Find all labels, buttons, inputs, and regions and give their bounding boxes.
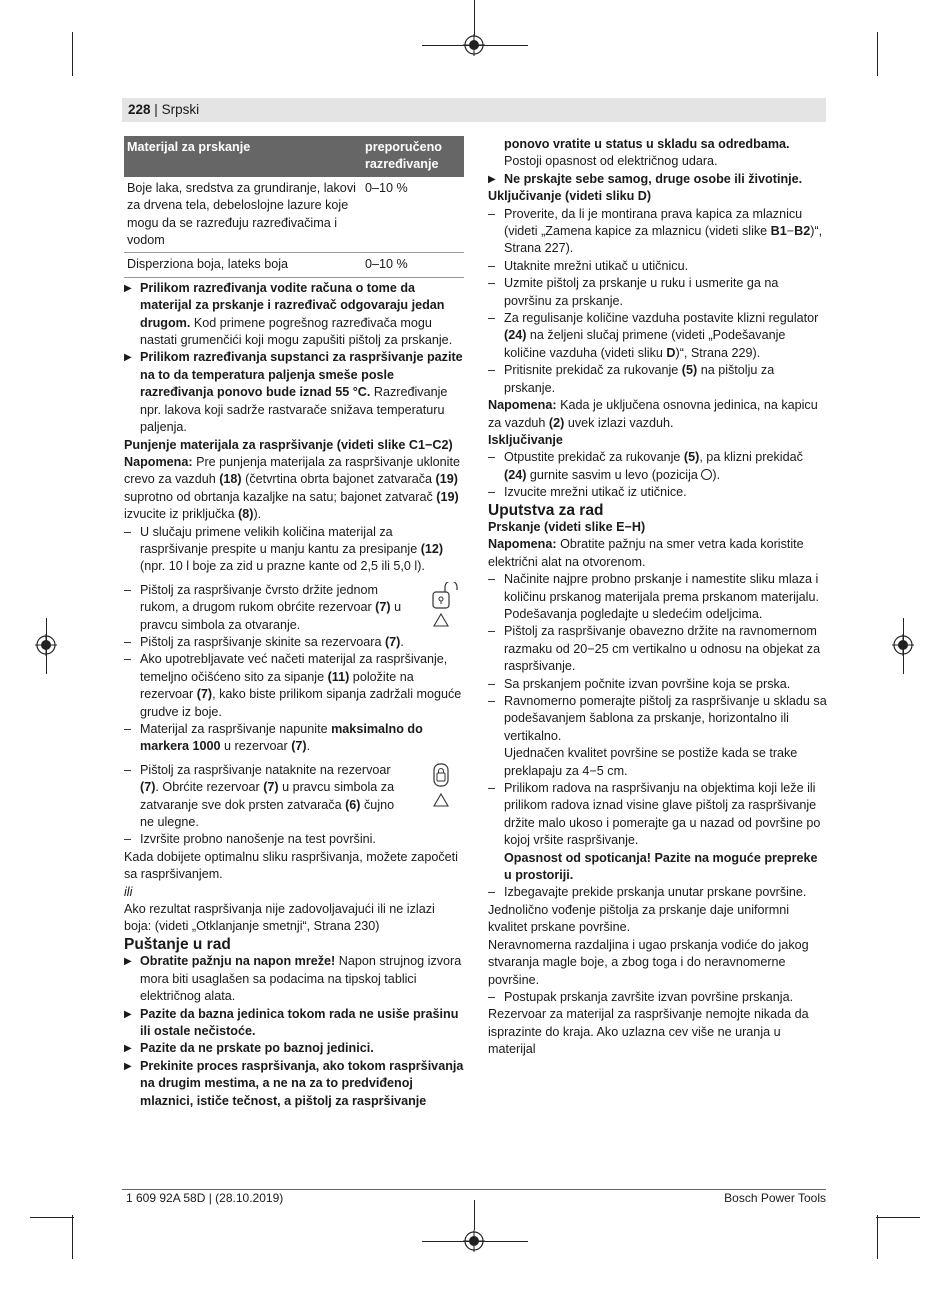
crop-mark [877, 1215, 878, 1259]
paragraph: Kada dobijete optimalnu sliku raspršivanja, možete započeti sa raspršivanjem. [124, 849, 458, 882]
header-language: Srpski [161, 102, 200, 117]
list-item: – Postupak prskanja završite izvan površine prskanja. [488, 989, 828, 1006]
section-heading-switch-off: Isključivanje [488, 432, 563, 447]
note-paragraph: Napomena: Pre punjenja materijala za raspršivanje uklonite crevo za vazduh (18) (četvrtina obrta bajonet zatvarača (19) suprotno od obrtanja kazaljke na satu; bajonet zatvarač (19) izvucite iz priključka (8)). [124, 454, 460, 522]
left-column [124, 136, 464, 1110]
list-item: – Otpustite prekidač za rukovanje (5), pa klizni prekidač (24) gurnite sasvim u levo (pozicija ). [488, 449, 828, 484]
crop-mark [474, 1200, 475, 1230]
list-item: – Pištolj za raspršivanje čvrsto držite jednom rukom, a drugom rukom obrćite rezervoar (7) u pravcu simbola za otvaranje. [124, 582, 464, 634]
page-number: 228 [128, 102, 151, 117]
page-header [128, 102, 199, 117]
section-heading-start: Puštanje u rad [124, 935, 231, 953]
crop-mark [72, 1215, 73, 1259]
warning-item: ▶ Ne prskajte sebe samog, druge osobe ili životinje. [488, 171, 828, 188]
warning-item: ▶ Prekinite proces raspršivanja, ako tokom raspršivanja na drugim mestima, a ne na za to predviđenoj mlaznici, ističe tečnost, a pištolj za raspršivanje [124, 1058, 464, 1110]
crop-mark [474, 0, 475, 36]
paragraph-or: ili [124, 884, 133, 899]
list-item: – Proverite, da li je montirana prava kapica za mlaznicu (videti „Zamena kapice za mlaznicu (videti slike B1−B2)“, Strana 227). [488, 206, 828, 258]
table-header-material: Materijal za prskanje [124, 136, 362, 177]
footer-doc-number: 1 609 92A 58D | (28.10.2019) [126, 1191, 284, 1205]
section-heading-spraying: Prskanje (videti slike E−H) [488, 519, 646, 534]
position-circle-icon [701, 469, 712, 480]
list-item: – Uzmite pištolj za prskanje u ruku i usmerite ga na površinu za prskanje. [488, 275, 828, 310]
table-cell-material: Boje laka, sredstva za grundiranje, lakovi za drvena tela, debeloslojne lazure koje mogu da se razređuju razređivačima i vodom [124, 177, 362, 253]
list-item: – U slučaju primene velikih količina materijal za raspršivanje prespite u manju kantu za presipanje (12) (npr. 10 l boje za zid u prazne kante od 2,5 ili 5,0 l). [124, 524, 464, 576]
thinning-table [124, 136, 464, 278]
paragraph: Rezervoar za materijal za raspršivanje nemojte nikada da isprazinte do kraja. Ako uzlazna cev više ne uranja u materijal [488, 1007, 809, 1057]
paragraph: Ako rezultat raspršivanja nije zadovoljavajući ili ne izlazi boja: (videti „Otklanjanje smetnji“, Strana 230) [124, 902, 435, 934]
crop-mark [72, 32, 73, 76]
list-item: – Utaknite mrežni utikač u utičnicu. [488, 258, 828, 275]
list-item: – Ako upotrebljavate već načeti materijal za raspršivanje, temeljno očišćeno sito za sipanje (11) položite na rezervoar (7), kako biste prilikom sipanja zadržali moguće grudve iz boje. [124, 651, 464, 721]
right-column [488, 136, 828, 1059]
note-paragraph: Napomena: Kada je uključena osnovna jedinica, na kapicu za vazduh (2) uvek izlazi vazduh. [488, 398, 818, 430]
registration-mark-icon [35, 634, 57, 656]
section-heading-working: Uputstva za rad [488, 501, 604, 519]
paragraph: Jednolično vođenje pištolja za prskanje daje uniformni kvalitet prskane površine. [488, 902, 790, 935]
header-separator: | [154, 102, 158, 117]
page-header-bar [122, 98, 826, 122]
paragraph: ponovo vratite u status u skladu sa odredbama. Postoji opasnost od električnog udara. [504, 137, 790, 169]
footer-brand: Bosch Power Tools [724, 1191, 826, 1205]
list-item: – Izbegavajte prekide prskanja unutar prskane površine. [488, 884, 828, 901]
registration-mark-icon [463, 34, 485, 56]
list-item: – Prilikom radova na raspršivanju na objektima koji leže ili prilikom radova iznad visine glave pištolj za raspršivanje držite malo ukoso i pomerajte ga u nazad od površine po kojoj vršite raspršivanje. Opasnost od spoticanja! Pazite na moguće prepreke u prostoriji. [488, 780, 828, 884]
registration-mark-icon [463, 1230, 485, 1252]
paragraph: Neravnomerna razdaljina i ugao prskanja vodiće do jakog stvaranja magle boje, a zbog toga i do neravnomerne površine. [488, 937, 809, 987]
crop-mark [876, 1217, 920, 1218]
warning-item: ▶ Obratite pažnju na napon mreže! Napon strujnog izvora mora biti usaglašen sa podacima na tipskoj tablici električnog alata. [124, 953, 464, 1005]
section-heading-switch-on: Uključivanje (videti sliku D) [488, 189, 652, 204]
footer-divider [122, 1189, 826, 1190]
lock-symbol-icon [428, 762, 462, 810]
list-item: – Pritisnite prekidač za rukovanje (5) na pištolju za prskanje. [488, 362, 828, 397]
list-item: – Pištolj za raspršivanje skinite sa rezervoara (7). [124, 634, 464, 651]
unlock-symbol-icon [428, 582, 462, 630]
list-item: – Ravnomerno pomerajte pištolj za raspršivanje u skladu sa podešavanjem šablona za prskanje, horizontalno ili vertikalno. Ujednačen kvalitet površine se postiže kada se trake preklapaju za 4−5 cm. [488, 693, 828, 780]
section-heading-filling: Punjenje materijala za raspršivanje (videti slike C1−C2) [124, 437, 453, 452]
list-item: – Pištolj za raspršivanje obavezno držite na ravnomernom razmaku od 20−25 cm vertikalno u odnosu na objekat za raspršivanje. [488, 623, 828, 675]
warning-item: ▶ Prilikom razređivanja vodite računa o tome da materijal za prskanje i razređivač odgovaraju jedan drugom. Kod primene pogrešnog razređivača mogu nastati grumenčići koji mogu zapušiti pištolj za prskanje. [124, 280, 464, 350]
table-cell-value: 0–10 % [362, 177, 464, 253]
registration-mark-icon [892, 634, 914, 656]
list-item: – Izvucite mrežni utikač iz utičnice. [488, 484, 828, 501]
table-row [124, 177, 464, 253]
list-item: – Materijal za raspršivanje napunite maksimalno do markera 1000 u rezervoar (7). [124, 721, 464, 756]
warning-item: ▶ Prilikom razređivanja supstanci za raspršivanje pazite na to da temperatura paljenja smeše posle razređivanja ponovo bude iznad 55 °C. Razređivanje npr. lakova koji sadrže rastvarače snižava temperaturu paljenja. [124, 349, 464, 436]
note-paragraph: Napomena: Obratite pažnju na smer vetra kada koristite električni alat na otvorenom. [488, 537, 804, 569]
list-item: – Pištolj za raspršivanje nataknite na rezervoar (7). Obrćite rezervoar (7) u pravcu simbola za zatvaranje sve dok prsten zatvarača (6) čujno ne ulegne. [124, 762, 464, 832]
crop-mark [877, 32, 878, 76]
list-item: – Izvršite probno nanošenje na test površini. [124, 831, 464, 848]
list-item: – Za regulisanje količine vazduha postavite klizni regulator (24) na željeni slučaj primene (videti „Podešavanje količine vazduha (videti sliku D)“, Strana 229). [488, 310, 828, 362]
table-cell-material: Disperziona boja, lateks boja [124, 253, 362, 277]
list-item: – Načinite najpre probno prskanje i namestite sliku mlaza i količinu prskanog materijala prema prskanom materijalu. Podešavanja pogledajte u sledećim odeljcima. [488, 571, 828, 623]
warning-item: ▶ Pazite da ne prskate po baznoj jedinici. [124, 1040, 464, 1057]
warning-item: ▶ Pazite da bazna jedinica tokom rada ne usiše prašinu ili ostale nečistoće. [124, 1006, 464, 1041]
table-cell-value: 0–10 % [362, 253, 464, 277]
list-item: – Sa prskanjem počnite izvan površine koja se prska. [488, 676, 828, 693]
crop-mark [30, 1217, 74, 1218]
table-row [124, 253, 464, 277]
table-header-thinning: preporučeno razređivanje [362, 136, 464, 177]
